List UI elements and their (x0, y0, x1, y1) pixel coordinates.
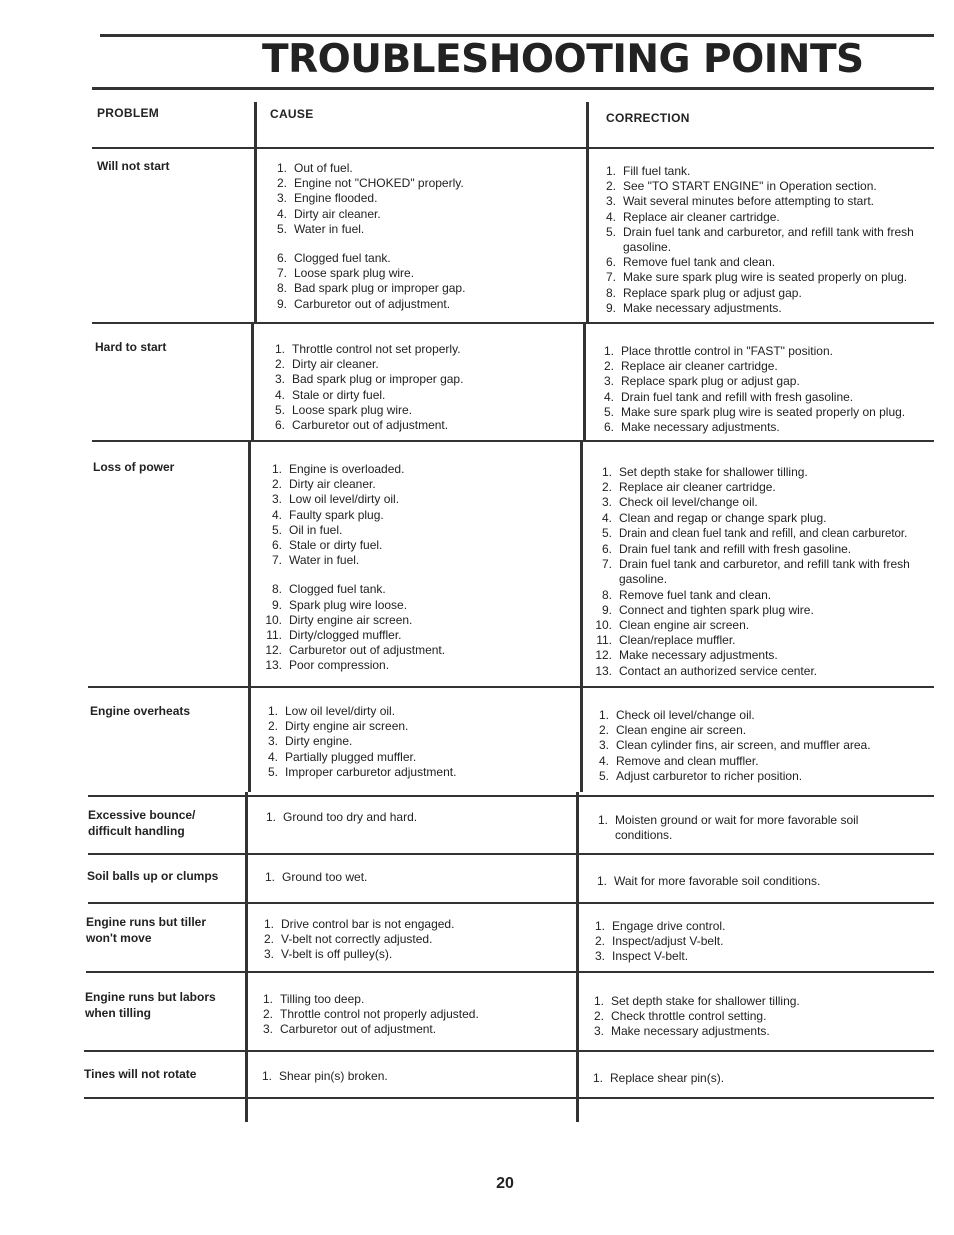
problem-label: Engine overheats (90, 704, 191, 718)
row-separator (84, 1097, 934, 1099)
list-item: 6. Carburetor out of adjustment. (274, 418, 449, 433)
list-item: 2. Dirty engine air screen. (267, 719, 409, 734)
correction-list (591, 708, 929, 784)
list-item: 11. Dirty/clogged muffler. (266, 628, 402, 643)
list-item: 3. V-belt is off pulley(s). (263, 947, 393, 962)
title-rule (92, 87, 934, 90)
list-item: 11. Clean/replace muffler. (596, 633, 736, 648)
list-item: 2. V-belt not correctly adjusted. (263, 932, 433, 947)
list-item: 1. Engage drive control. (594, 919, 726, 933)
list-item: 8. Replace spark plug or adjust gap. (605, 285, 802, 300)
row-separator (88, 902, 934, 904)
list-item: 3. Check oil level/change oil. (601, 495, 758, 510)
list-item: 3. Inspect V-belt. (594, 949, 689, 964)
row-separator (92, 322, 934, 324)
list-item: 2. Replace air cleaner cartridge. (603, 359, 778, 374)
list-item: 5. Water in fuel. (276, 221, 365, 236)
cause-list (260, 704, 572, 780)
cause-list (257, 870, 569, 885)
cause-list (255, 992, 567, 1038)
list-item: 2. Clean engine air screen. (598, 723, 747, 738)
column-divider-cause (245, 792, 248, 1122)
row-separator (88, 686, 934, 688)
page-number: 20 (496, 1175, 514, 1192)
list-item: 5. Adjust carburetor to richer position. (598, 768, 803, 783)
list-item: 3. Engine flooded. (276, 191, 378, 206)
list-item: 4. Remove and clean muffler. (598, 753, 759, 768)
list-item: 6. Drain fuel tank and refill with fresh gasoline. (601, 542, 852, 557)
list-item: 8. Remove fuel tank and clean. (601, 587, 772, 602)
column-divider-correction (583, 322, 586, 442)
cause-list (267, 342, 579, 433)
cause-list (269, 161, 581, 312)
list-item: 9. Spark plug wire loose. (271, 597, 408, 612)
problem-label: Tines will not rotate (84, 1067, 197, 1081)
list-item: 1. Low oil level/dirty oil. (267, 704, 396, 718)
list-item: 1. Shear pin(s) broken. (261, 1069, 388, 1083)
list-item: 1. Moisten ground or wait for more favorable soil conditions. (597, 813, 859, 843)
list-item: 1. Fill fuel tank. (605, 164, 691, 178)
list-item: 5. Improper carburetor adjustment. (267, 764, 457, 779)
list-item: 3. Replace spark plug or adjust gap. (603, 374, 800, 389)
problem-label: Loss of power (93, 460, 175, 474)
correction-list (598, 164, 936, 316)
list-item: 7. Water in fuel. (271, 553, 360, 568)
list-item: 1. Check oil level/change oil. (598, 708, 755, 722)
cause-list (264, 462, 576, 674)
list-item: 3. Bad spark plug or improper gap. (274, 372, 464, 387)
header-correction: CORRECTION (606, 111, 690, 125)
list-item: 1. Place throttle control in "FAST" position. (603, 344, 833, 358)
row-separator (84, 1050, 934, 1052)
problem-label: Engine runs but tiller won't move (86, 915, 207, 945)
list-item: 6. Clogged fuel tank. (276, 251, 391, 266)
list-item: 9. Carburetor out of adjustment. (276, 296, 451, 311)
list-item: 13. Poor compression. (265, 658, 390, 673)
list-item: 4. Faulty spark plug. (271, 507, 384, 522)
list-item: 6. Stale or dirty fuel. (271, 538, 383, 553)
list-item: 3. Low oil level/dirty oil. (271, 492, 400, 507)
list-item: 8. Bad spark plug or improper gap. (276, 281, 466, 296)
list-item: 10. Clean engine air screen. (595, 618, 750, 633)
cause-list (258, 810, 570, 825)
row-separator (88, 853, 934, 855)
list-item: 10. Dirty engine air screen. (265, 612, 413, 627)
list-item: 1. Engine is overloaded. (271, 462, 405, 476)
list-item: 2. Throttle control not properly adjusted. (262, 1007, 479, 1022)
list-item: 9. Make necessary adjustments. (605, 300, 782, 315)
list-item: 1. Out of fuel. (276, 161, 353, 175)
list-item: 12. Carburetor out of adjustment. (265, 643, 446, 658)
list-item: 4. Partially plugged muffler. (267, 749, 417, 764)
list-item: 2. Dirty air cleaner. (271, 477, 376, 492)
list-item: 9. Connect and tighten spark plug wire. (601, 602, 814, 617)
list-item: 2. Inspect/adjust V-belt. (594, 934, 724, 949)
column-divider-cause (251, 322, 254, 442)
list-item: 4. Replace air cleaner cartridge. (605, 209, 780, 224)
column-divider-correction (576, 792, 579, 1122)
problem-label: Engine runs but labors when tilling (85, 990, 216, 1020)
correction-list (596, 344, 934, 435)
correction-list (594, 465, 942, 679)
list-item: 1. Wait for more favorable soil conditions. (596, 874, 821, 888)
list-item: 3. Dirty engine. (267, 734, 353, 749)
list-item: 1. Drive control bar is not engaged. (263, 917, 455, 931)
list-item: 7. Drain fuel tank and carburetor, and refill tank with fresh gasoline. (601, 557, 910, 587)
header-problem: PROBLEM (97, 106, 160, 120)
list-item: 1. Replace shear pin(s). (592, 1071, 725, 1085)
problem-label: Hard to start (95, 340, 167, 354)
column-divider-cause (248, 442, 251, 792)
correction-list (586, 994, 924, 1040)
list-item: 3. Wait several minutes before attempting to start. (605, 194, 874, 209)
column-divider-correction (580, 442, 583, 792)
page-title: TROUBLESHOOTING POINTS (262, 37, 864, 82)
list-item: 2. Check throttle control setting. (593, 1009, 767, 1024)
header-row-rule (92, 147, 934, 149)
list-item: 4. Drain fuel tank and refill with fresh gasoline. (603, 389, 854, 404)
list-item: 2. Replace air cleaner cartridge. (601, 480, 776, 495)
correction-list (589, 874, 927, 889)
list-item: 12. Make necessary adjustments. (595, 648, 778, 663)
list-item: 3. Carburetor out of adjustment. (262, 1022, 437, 1037)
list-item: 5. Oil in fuel. (271, 522, 343, 537)
list-item: 2. Engine not "CHOKED" properly. (276, 176, 464, 191)
list-item: 1. Ground too dry and hard. (265, 810, 418, 824)
list-item: 5. Make sure spark plug wire is seated properly on plug. (603, 404, 906, 419)
problem-label: Will not start (97, 159, 170, 173)
list-item: 4. Clean and regap or change spark plug. (601, 510, 827, 525)
list-item: 3. Clean cylinder fins, air screen, and muffler area. (598, 738, 871, 753)
column-divider-correction (586, 102, 589, 322)
cause-list (256, 917, 568, 963)
header-cause: CAUSE (270, 107, 314, 121)
problem-label: Excessive bounce/ difficult handling (88, 808, 196, 838)
list-item: 4. Dirty air cleaner. (276, 206, 381, 221)
row-separator (88, 795, 934, 797)
correction-list (590, 813, 890, 843)
correction-list (585, 1071, 923, 1086)
list-item: 5. Drain and clean fuel tank and refill, and clean carburetor. (601, 525, 908, 540)
list-item: 7. Loose spark plug wire. (276, 266, 415, 281)
list-item: 13. Contact an authorized service center. (595, 663, 818, 678)
list-item: 7. Make sure spark plug wire is seated properly on plug. (605, 270, 908, 285)
problem-label: Soil balls up or clumps (87, 869, 219, 883)
cause-list (254, 1069, 566, 1084)
list-item: 6. Remove fuel tank and clean. (605, 255, 776, 270)
row-separator (86, 971, 934, 973)
list-item: 5. Loose spark plug wire. (274, 402, 413, 417)
column-divider-cause (254, 102, 257, 322)
list-item: 3. Make necessary adjustments. (593, 1024, 770, 1039)
list-item: 1. Set depth stake for shallower tilling. (601, 465, 808, 479)
row-separator (92, 440, 934, 442)
list-item: 1. Set depth stake for shallower tilling. (593, 994, 800, 1008)
list-item: 2. Dirty air cleaner. (274, 357, 379, 372)
list-item: 1. Throttle control not set properly. (274, 342, 461, 356)
correction-list (587, 919, 925, 965)
list-item: 8. Clogged fuel tank. (271, 582, 386, 597)
list-item: 2. See "TO START ENGINE" in Operation section. (605, 179, 877, 194)
list-item: 4. Stale or dirty fuel. (274, 387, 386, 402)
list-item: 1. Ground too wet. (264, 870, 368, 884)
list-item: 1. Tilling too deep. (262, 992, 365, 1006)
list-item: 6. Make necessary adjustments. (603, 420, 780, 435)
list-item: 5. Drain fuel tank and carburetor, and refill tank with fresh gasoline. (605, 224, 914, 255)
